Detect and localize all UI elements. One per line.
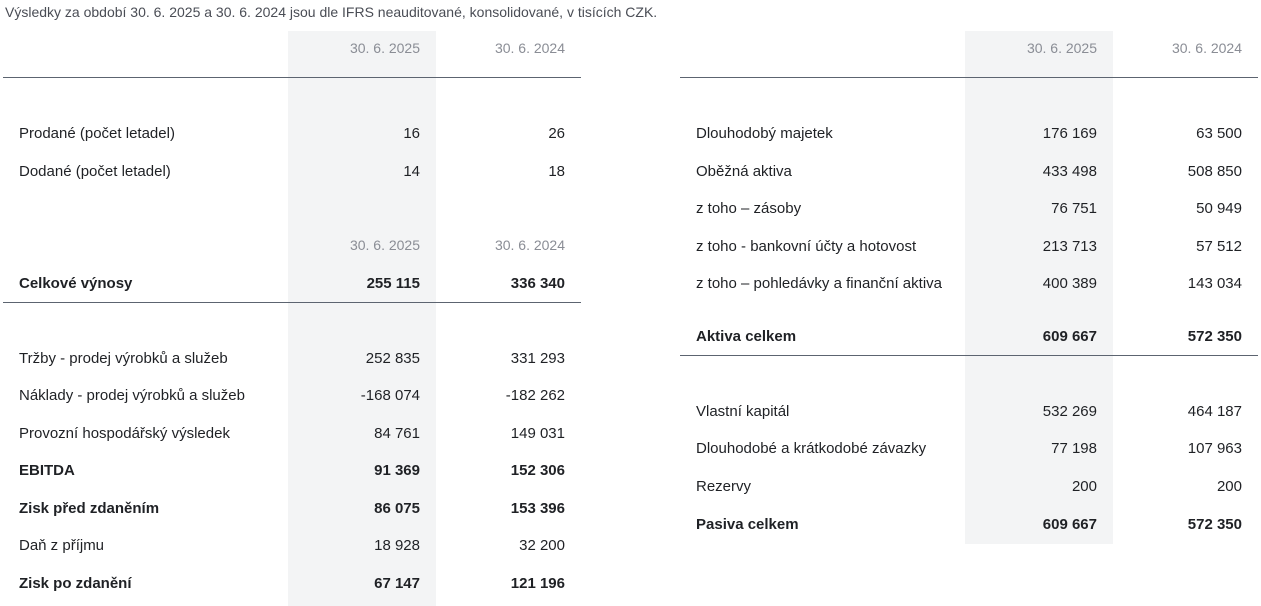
row-value-2025: 91 369 xyxy=(374,461,420,479)
row-value-2025: -168 074 xyxy=(360,386,420,404)
row-value-2024: 50 949 xyxy=(1196,199,1242,217)
row-label: Tržby - prodej výrobků a služeb xyxy=(19,349,228,367)
row-value-2025: 16 xyxy=(403,124,420,142)
row-value-2024: 331 293 xyxy=(510,349,565,367)
row-label: Dlouhodobé a krátkodobé závazky xyxy=(696,439,927,457)
row-label: Náklady - prodej výrobků a služeb xyxy=(19,386,245,404)
row-label: z toho – zásoby xyxy=(696,199,802,217)
row-label: Vlastní kapitál xyxy=(696,402,790,420)
table-row xyxy=(3,159,581,183)
table-row xyxy=(3,571,581,595)
header-col-2025: 30. 6. 2025 xyxy=(349,40,420,56)
table-row xyxy=(680,159,1258,183)
row-value-2024: -182 262 xyxy=(505,386,565,404)
row-label: Rezervy xyxy=(696,477,752,495)
row-value-2025: 76 751 xyxy=(1051,199,1097,217)
row-value-2025: 433 498 xyxy=(1042,162,1097,180)
balance-table-header xyxy=(680,36,1258,60)
row-value-2025: 252 835 xyxy=(365,349,420,367)
row-value-2025: 400 389 xyxy=(1042,274,1097,292)
table-row xyxy=(3,421,581,445)
row-value-2025: 609 667 xyxy=(1042,515,1097,533)
row-label: z toho – pohledávky a finanční aktiva xyxy=(696,274,942,292)
row-value-2024: 508 850 xyxy=(1187,162,1242,180)
table-row xyxy=(680,271,1258,295)
table-row xyxy=(680,436,1258,460)
row-label: Dlouhodobý majetek xyxy=(696,124,833,142)
header-col-2024: 30. 6. 2024 xyxy=(1171,40,1242,56)
row-value-2024: 63 500 xyxy=(1196,124,1242,142)
table-row xyxy=(3,346,581,370)
total-assets-row xyxy=(680,324,1258,348)
table-row xyxy=(680,474,1258,498)
results-caption: Výsledky za období 30. 6. 2025 a 30. 6. 2024 jsou dle IFRS neauditované, konsolidované, v tisících CZK. xyxy=(5,4,658,20)
row-value-2024: 572 350 xyxy=(1187,515,1242,533)
row-value-2025: 77 198 xyxy=(1051,439,1097,457)
row-value-2024: 143 034 xyxy=(1187,274,1242,292)
row-label: Zisk po zdanění xyxy=(19,574,132,592)
row-label: Prodané (počet letadel) xyxy=(19,124,175,142)
row-label: Provozní hospodářský výsledek xyxy=(19,424,230,442)
row-label: Oběžná aktiva xyxy=(696,162,792,180)
row-label: Aktiva celkem xyxy=(696,327,797,345)
row-value-2025: 609 667 xyxy=(1042,327,1097,345)
row-label: Pasiva celkem xyxy=(696,515,799,533)
row-value-2025: 67 147 xyxy=(374,574,420,592)
header-col-2024: 30. 6. 2024 xyxy=(494,237,565,253)
table-row xyxy=(3,458,581,482)
row-label: Zisk před zdaněním xyxy=(19,499,160,517)
row-value-2024: 336 340 xyxy=(510,274,565,292)
table-row xyxy=(680,399,1258,423)
header-divider xyxy=(680,77,1258,78)
row-value-2024: 26 xyxy=(548,124,565,142)
row-value-2024: 153 396 xyxy=(510,499,565,517)
row-value-2024: 32 200 xyxy=(519,536,565,554)
row-value-2024: 149 031 xyxy=(510,424,565,442)
row-label: Dodané (počet letadel) xyxy=(19,162,171,180)
row-value-2025: 176 169 xyxy=(1042,124,1097,142)
row-value-2024: 107 963 xyxy=(1187,439,1242,457)
assets-divider xyxy=(680,355,1258,356)
header-divider xyxy=(3,77,581,78)
row-value-2024: 57 512 xyxy=(1196,237,1242,255)
table-row xyxy=(3,496,581,520)
row-value-2025: 200 xyxy=(1071,477,1097,495)
row-value-2024: 200 xyxy=(1216,477,1242,495)
header-col-2024: 30. 6. 2024 xyxy=(494,40,565,56)
row-value-2025: 18 928 xyxy=(374,536,420,554)
income-subheader xyxy=(3,233,581,257)
row-value-2025: 86 075 xyxy=(374,499,420,517)
table-row xyxy=(680,196,1258,220)
row-label: Daň z příjmu xyxy=(19,536,105,554)
row-value-2024: 152 306 xyxy=(510,461,565,479)
row-value-2024: 572 350 xyxy=(1187,327,1242,345)
table-row xyxy=(3,533,581,557)
header-col-2025: 30. 6. 2025 xyxy=(349,237,420,253)
row-value-2025: 14 xyxy=(403,162,420,180)
table-row xyxy=(3,121,581,145)
table-row xyxy=(680,121,1258,145)
table-row xyxy=(3,383,581,407)
total-revenue-row xyxy=(3,271,581,295)
income-table-header xyxy=(3,36,581,60)
table-row xyxy=(680,234,1258,258)
row-value-2024: 121 196 xyxy=(510,574,565,592)
row-label: Celkové výnosy xyxy=(19,274,133,292)
revenue-divider xyxy=(3,302,581,303)
header-col-2025: 30. 6. 2025 xyxy=(1026,40,1097,56)
row-value-2025: 532 269 xyxy=(1042,402,1097,420)
row-value-2024: 18 xyxy=(548,162,565,180)
row-value-2025: 213 713 xyxy=(1042,237,1097,255)
row-value-2024: 464 187 xyxy=(1187,402,1242,420)
row-label: EBITDA xyxy=(19,461,75,479)
total-liabilities-row xyxy=(680,512,1258,536)
row-value-2025: 84 761 xyxy=(374,424,420,442)
row-value-2025: 255 115 xyxy=(366,274,420,292)
row-label: z toho - bankovní účty a hotovost xyxy=(696,237,917,255)
